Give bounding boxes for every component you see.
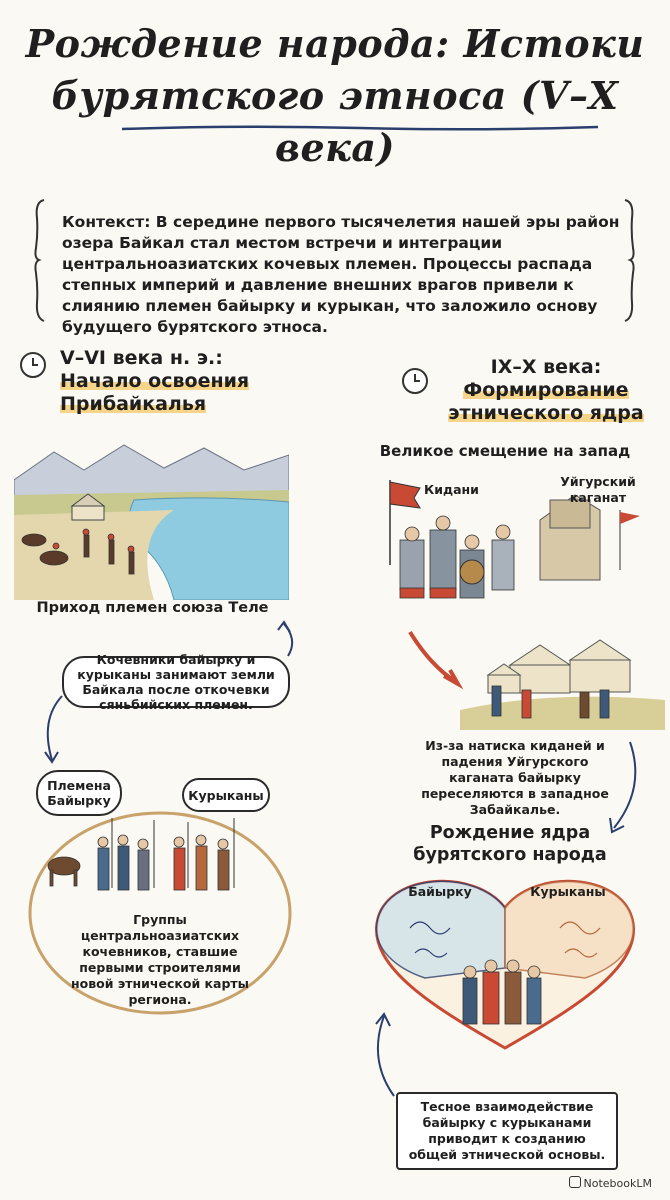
clock-icon-right bbox=[402, 368, 428, 394]
left-heading-line-3: Прибайкалья bbox=[60, 393, 207, 415]
birth-heading: Рождение ядра бурятского народа bbox=[413, 823, 607, 865]
final-box-text: Тесное взаимодействие байырку с курыканами приводит к созданию общей этнической основы. bbox=[408, 1099, 606, 1162]
yurt-camp-illustration bbox=[400, 620, 665, 730]
footer-brand bbox=[569, 1176, 652, 1190]
right-heading-line-1: IX–X века: bbox=[490, 356, 602, 378]
notebooklm-logo-icon bbox=[569, 1176, 581, 1188]
tribe-bayirku-bubble bbox=[36, 770, 122, 816]
context-text: Контекст: В середине первого тысячелетия нашей эры район озера Байкал стал местом встречи и интеграции центральноазиатских кочевых племен. Процессы распада степных империй и давление внешних врагов привели к слиянию племен байырку и курыкан, что заложило основу будущего бурятского этноса. bbox=[62, 213, 620, 336]
right-heading bbox=[436, 356, 656, 425]
right-heading-line-2: Формирование bbox=[463, 379, 629, 401]
label-kidani: Кидани bbox=[424, 482, 479, 497]
left-bracket bbox=[32, 198, 46, 323]
final-box bbox=[396, 1092, 618, 1170]
label-uighur: Уйгурский каганат bbox=[560, 474, 636, 505]
title-line-1: Рождение народа: Истоки bbox=[25, 21, 645, 66]
steppe-lake-illustration bbox=[14, 440, 289, 600]
title-underline bbox=[120, 124, 600, 132]
left-flow-arrows bbox=[30, 610, 310, 770]
final-arrow bbox=[366, 1010, 406, 1100]
context-box bbox=[42, 198, 627, 336]
migration-text: Из-за натиска киданей и падения Уйгурского каганата байырку переселяются в западное Забайкалье. bbox=[421, 738, 609, 817]
left-image-caption: Приход племен союза Теле bbox=[36, 600, 269, 616]
footer-brand-text: NotebookLM bbox=[583, 1177, 652, 1190]
heart-left-label: Байырку bbox=[408, 884, 472, 899]
left-heading-line-1: V–VI века н. э.: bbox=[60, 347, 223, 369]
page-title bbox=[0, 18, 670, 174]
left-info-bubble-text: Кочевники байырку и курыканы занимают земли Байкала после откочевки сяньбийских племен. bbox=[77, 652, 275, 712]
right-heading-line-3: этнического ядра bbox=[448, 402, 644, 424]
oval-caption: Группы центральноазиатских кочевников, ставшие первыми строителями новой этнической карты региона. bbox=[71, 912, 249, 1007]
left-heading-line-2: Начало освоения bbox=[60, 370, 250, 392]
title-line-2: бурятского этноса (V–X века) bbox=[51, 73, 619, 170]
right-subheading: Великое смещение на запад bbox=[379, 442, 631, 460]
tribe-bayirku-label: Племена Байырку bbox=[47, 778, 111, 808]
heart-right-label: Курыканы bbox=[530, 884, 606, 899]
tribe-kurykan-bubble bbox=[182, 778, 270, 812]
clock-icon bbox=[20, 352, 46, 378]
tribe-kurykan-label: Курыканы bbox=[188, 787, 264, 803]
left-heading bbox=[60, 347, 300, 416]
right-bracket bbox=[623, 198, 637, 323]
